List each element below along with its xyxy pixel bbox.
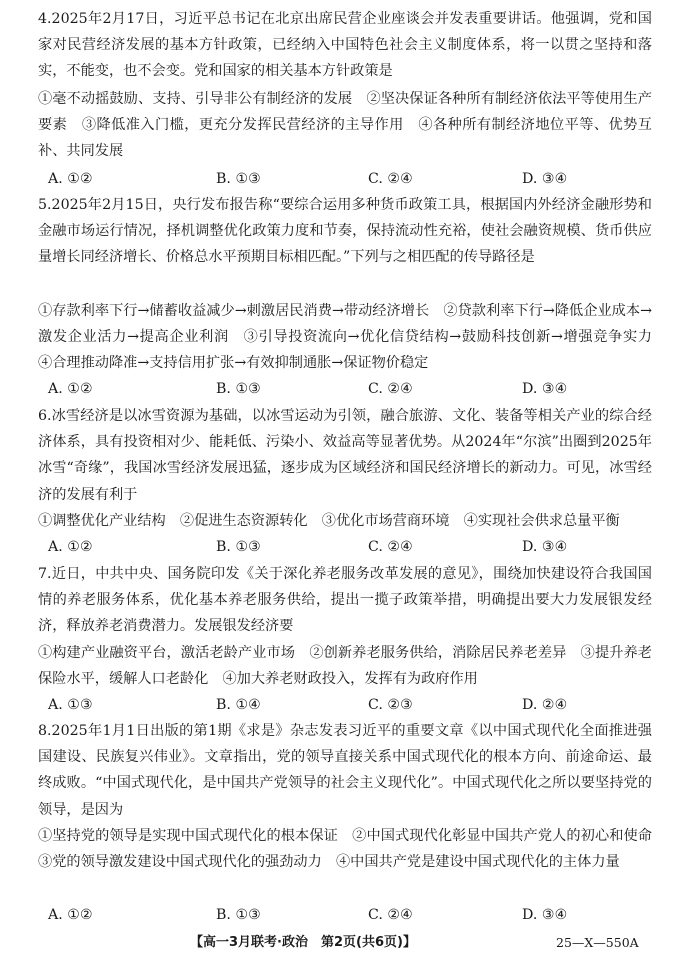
option-b: B. ①③ [216, 171, 261, 187]
option-c: C. ②④ [368, 171, 413, 187]
question-8-statements: ①坚持党的领导是实现中国式现代化的根本保证 ②中国式现代化彰显中国共产党人的初心和使命 ③党的领导激发建设中国式现代化的强劲动力 ④中国共产党是建设中国式现代化的主体力量 [38, 828, 667, 871]
question-4-options [38, 166, 652, 192]
question-4-statements: ①毫不动摇鼓励、支持、引导非公有制经济的发展 ②坚决保证各种所有制经济依法平等使用生产要素 ③降低准入门槛，更充分发挥民营经济的主导作用 ④各种所有制经济地位平等、优势互补、共同发展 [38, 91, 652, 160]
option-a: A. ①② [48, 907, 93, 923]
question-5-statements: ①存款利率下行→储蓄收益减少→刺激居民消费→带动经济增长 ②贷款利率下行→降低企业成本→激发企业活力→提高企业利润 ③引导投资流向→优化信贷结构→鼓励科技创新→增强竞争实力 ④合理推动降准→支持信用扩张→有效抑制通胀→保证物价稳定 [38, 303, 667, 372]
question-6-options [38, 534, 652, 560]
option-d: D. ③④ [522, 171, 568, 187]
question-5-stem: 5.2025年2月15日，央行发布报告称“要综合运用多种货币政策工具，根据国内外经济金融形势和金融市场运行情况，择机调整优化政策力度和节奏，保持流动性充裕，使社会融资规模、货币供应量增长同经济增长、价格总水平预期目标相匹配。”下列与之相匹配的传导路径是 [38, 197, 652, 266]
footer-paper-code: 25—X—550A [556, 935, 639, 950]
option-a: A. ①③ [48, 697, 93, 713]
option-a: A. ①② [48, 539, 93, 555]
question-4-stem: 4.2025年2月17日，习近平总书记在北京出席民营企业座谈会并发表重要讲话。他强调，党和国家对民营经济发展的基本方针政策，已经纳入中国特色社会主义制度体系，将一以贯之坚持和落实，不能变，也不会变。党和国家的相关基本方针政策是 [38, 11, 652, 80]
option-a: A. ①② [48, 171, 93, 187]
option-b: B. ①④ [216, 697, 261, 713]
question-6-statements: ①调整优化产业结构 ②促进生态资源转化 ③优化市场营商环境 ④实现社会供求总量平衡 [38, 513, 620, 529]
option-d: D. ②④ [522, 697, 568, 713]
option-d: D. ③④ [522, 907, 568, 923]
option-c: C. ②③ [368, 697, 413, 713]
option-d: D. ③④ [522, 381, 568, 397]
footer-exam-info: 【高一3月联考·政治 第2页(共6页)】 [190, 935, 416, 950]
question-8-stem: 8.2025年1月1日出版的第1期《求是》杂志发表习近平的重要文章《以中国式现代化全面推进强国建设、民族复兴伟业》。文章指出，党的领导直接关系中国式现代化的根本方向、前途命运、最终成败。“中国式现代化，是中国共产党领导的社会主义现代化”。中国式现代化之所以要坚持党的领导，是因为 [38, 723, 652, 818]
option-a: A. ①② [48, 381, 93, 397]
option-b: B. ①③ [216, 381, 261, 397]
question-5-options [38, 376, 652, 402]
option-d: D. ③④ [522, 539, 568, 555]
option-b: B. ①③ [216, 907, 261, 923]
question-7-options [38, 692, 652, 718]
option-c: C. ②④ [368, 539, 413, 555]
question-6-stem: 6.冰雪经济是以冰雪资源为基础，以冰雪运动为引领，融合旅游、文化、装备等相关产业的综合经济体系，具有投资相对少、能耗低、污染小、效益高等显著优势。从2024年“尔滨”出圈到2025年冰雪“奇缘”，我国冰雪经济发展迅猛，逐步成为区域经济和国民经济增长的新动力。可见，冰雪经济的发展有利于 [38, 408, 652, 503]
question-8-options [38, 902, 652, 928]
question-7-stem: 7.近日，中共中央、国务院印发《关于深化养老服务改革发展的意见》，围绕加快建设符合我国国情的养老服务体系，优化基本养老服务供给，提出一揽子政策举措，明确提出要大力发展银发经济，释放养老消费潜力。发展银发经济要 [38, 566, 652, 635]
option-c: C. ②④ [368, 381, 413, 397]
option-c: C. ②④ [368, 907, 413, 923]
option-b: B. ①③ [216, 539, 261, 555]
question-7-statements: ①构建产业融资平台，激活老龄产业市场 ②创新养老服务供给，消除居民养老差异 ③提升养老保险水平，缓解人口老龄化 ④加大养老财政投入，发挥有为政府作用 [38, 645, 652, 688]
page-footer [0, 930, 677, 954]
